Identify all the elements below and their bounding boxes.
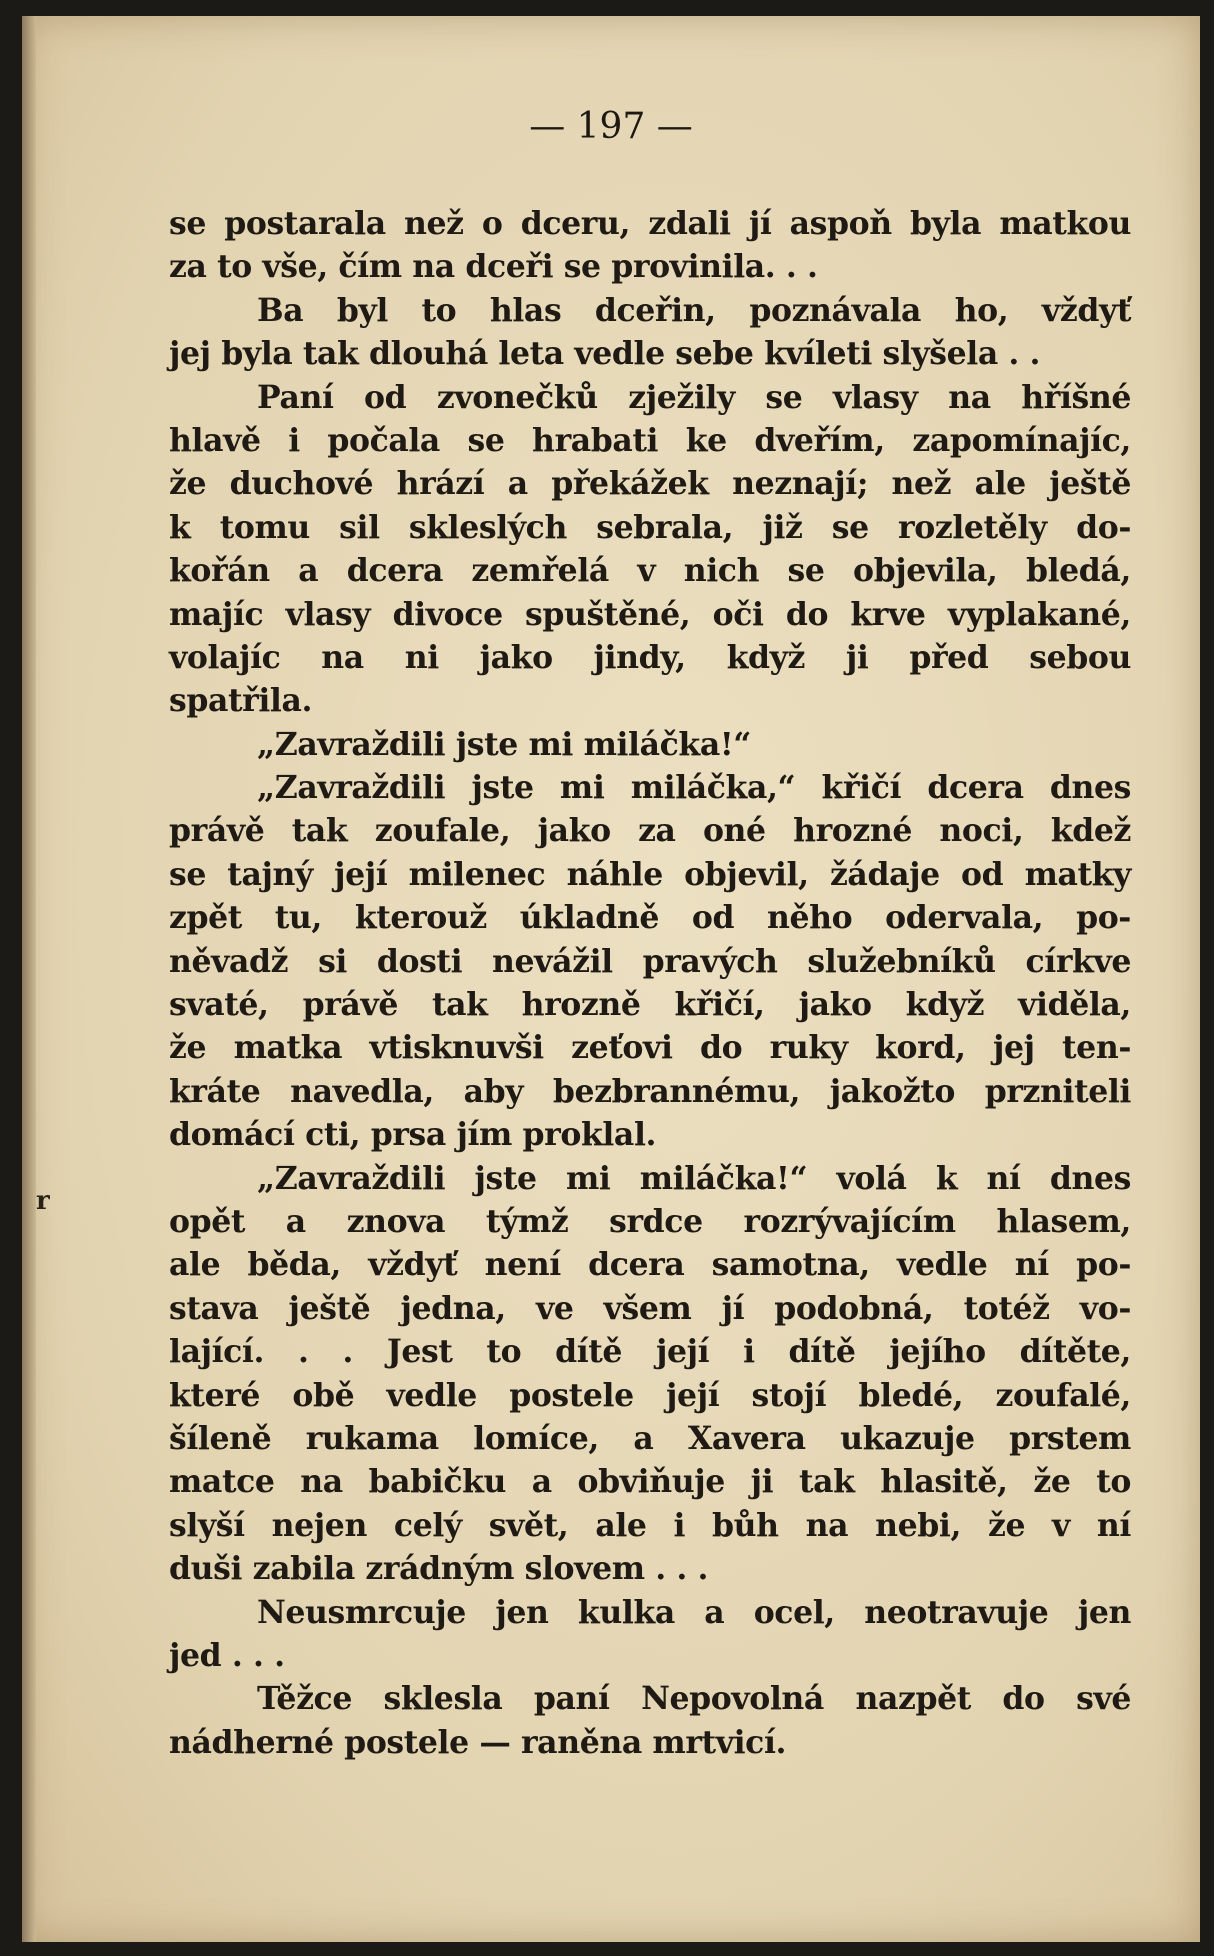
- text-line: se tajný její milenec náhle objevil, žádaje od matky: [169, 855, 1131, 893]
- text-line: hlavě i počala se hrabati ke dveřím, zapomínajíc,: [169, 421, 1131, 459]
- text-line: zpět tu, kterouž úkladně od něho odervala, po-: [169, 899, 1131, 937]
- text-line: něvadž si dosti nevážil pravých služebníků církve: [169, 942, 1131, 980]
- text-line: spatřila.: [169, 682, 313, 720]
- text-line: se postarala než o dceru, zdali jí aspoň byla matkou: [169, 205, 1131, 242]
- text-line: jed . . .: [169, 1636, 285, 1674]
- text-line: „Zavraždili jste mi miláčka!“: [257, 725, 751, 763]
- text-line: k tomu sil skleslých sebrala, již se rozletěly do-: [169, 508, 1131, 546]
- text-line: které obě vedle postele její stojí bledé, zoufalé,: [169, 1376, 1131, 1414]
- text-line: Ba byl to hlas dceřin, poznávala ho, vždyť: [257, 291, 1131, 329]
- text-line: stava ještě jedna, ve všem jí podobná, totéž vo-: [169, 1289, 1131, 1327]
- page-number-header: — 197 —: [529, 106, 693, 147]
- text-line: matce na babičku a obviňuje ji tak hlasitě, že to: [169, 1463, 1131, 1501]
- text-line: že duchové hrází a překážek neznají; než ale ještě: [169, 465, 1131, 503]
- text-line: opět a znova týmž srdce rozrývajícím hlasem,: [169, 1202, 1131, 1240]
- text-line: slyší nejen celý svět, ale i bůh na nebi, že v ní: [169, 1506, 1131, 1544]
- text-line: jej byla tak dlouhá leta vedle sebe kvíleti slyšela . .: [169, 335, 1041, 373]
- text-line: šíleně rukama lomíce, a Xavera ukazuje prstem: [169, 1419, 1131, 1457]
- text-line: nádherné postele — raněna mrtvicí.: [169, 1723, 787, 1761]
- text-line: že matka vtisknuvši zeťovi do ruky kord, jej ten-: [169, 1029, 1131, 1067]
- text-line: ale běda, vždyť není dcera samotna, vedle ní po-: [169, 1246, 1131, 1284]
- text-line: za to vše, čím na dceři se provinila. . .: [169, 248, 818, 286]
- text-line: „Zavraždili jste mi miláčka,“ křičí dcera dnes: [257, 769, 1131, 807]
- text-line: duši zabila zrádným slovem . . .: [169, 1550, 709, 1588]
- text-line: Neusmrcuje jen kulka a ocel, neotravuje jen: [257, 1593, 1131, 1631]
- text-line: domácí cti, prsa jím proklal.: [169, 1116, 657, 1154]
- text-line: Paní od zvonečků zježily se vlasy na hříšné: [257, 378, 1131, 416]
- binding-edge: [22, 16, 36, 1942]
- text-line: kořán a dcera zemřelá v nich se objevila, bledá,: [169, 552, 1131, 590]
- text-line: Těžce sklesla paní Nepovolná nazpět do své: [257, 1680, 1131, 1718]
- margin-mark: r: [36, 1186, 50, 1216]
- text-line: právě tak zoufale, jako za oné hrozné noci, kdež: [169, 812, 1131, 850]
- book-page: [22, 16, 1200, 1942]
- body-text: [169, 202, 1131, 1764]
- text-line: majíc vlasy divoce spuštěné, oči do krve vyplakané,: [169, 595, 1131, 633]
- text-line: „Zavraždili jste mi miláčka!“ volá k ní dnes: [257, 1159, 1131, 1197]
- text-line: svaté, právě tak hrozně křičí, jako když viděla,: [169, 986, 1131, 1024]
- text-line: kráte navedla, aby bezbrannému, jakožto przniteli: [169, 1072, 1131, 1110]
- text-line: volajíc na ni jako jindy, když ji před sebou: [169, 638, 1131, 676]
- text-line: lající. . . Jest to dítě její i dítě jejího dítěte,: [169, 1333, 1131, 1371]
